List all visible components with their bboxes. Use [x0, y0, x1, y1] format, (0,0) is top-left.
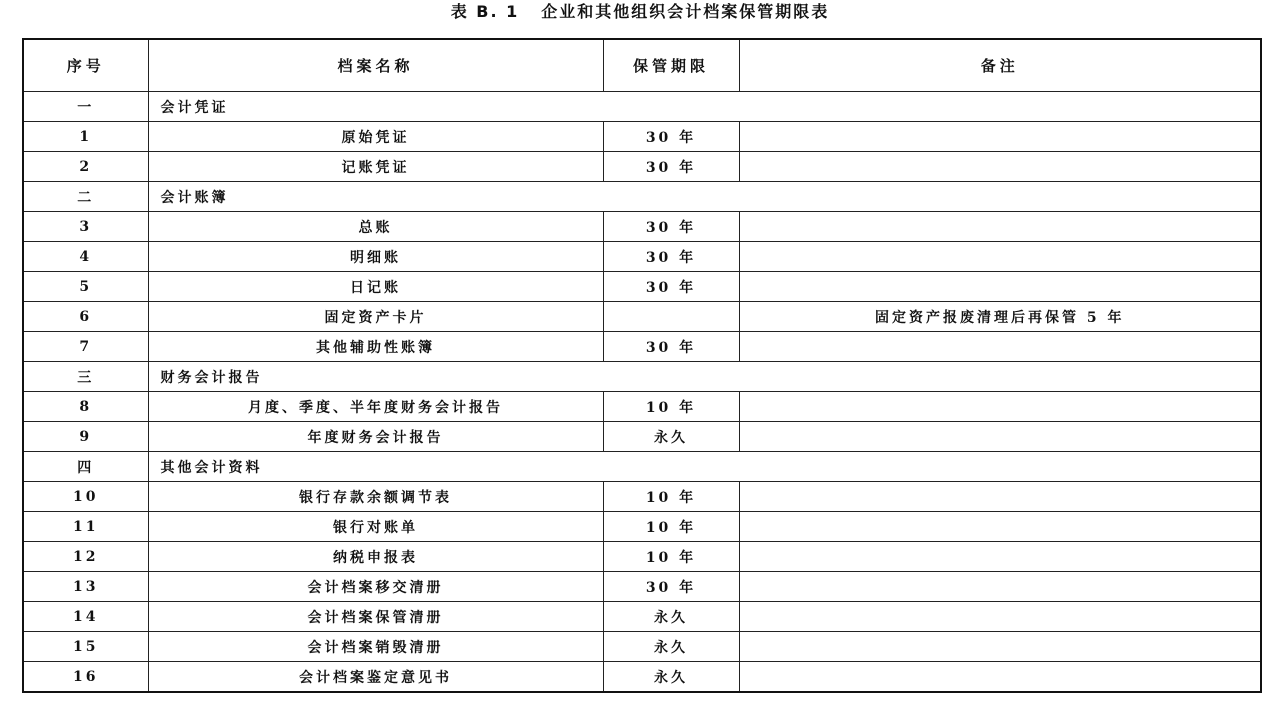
- retention-period: 永久: [603, 662, 739, 693]
- table-title: 企业和其他组织会计档案保管期限表: [541, 2, 830, 21]
- section-title: 其他会计资料: [148, 452, 1261, 482]
- table-row: [23, 122, 1261, 152]
- table-row: [23, 392, 1261, 422]
- table-row: [23, 302, 1261, 332]
- retention-period: 10 年: [603, 482, 739, 512]
- table-row: [23, 572, 1261, 602]
- archive-name: 银行存款余额调节表: [148, 482, 603, 512]
- header-name: 档案名称: [148, 39, 603, 92]
- row-number: 12: [23, 542, 148, 572]
- table-row: [23, 662, 1261, 693]
- row-number: 6: [23, 302, 148, 332]
- remark: [739, 212, 1261, 242]
- table-row: [23, 632, 1261, 662]
- retention-period: 永久: [603, 422, 739, 452]
- retention-period: 30 年: [603, 332, 739, 362]
- row-number: 14: [23, 602, 148, 632]
- header-note: 备注: [739, 39, 1261, 92]
- retention-period: 30 年: [603, 122, 739, 152]
- retention-period: 10 年: [603, 542, 739, 572]
- row-number: 11: [23, 512, 148, 542]
- remark: [739, 152, 1261, 182]
- retention-period: 30 年: [603, 152, 739, 182]
- archive-name: 日记账: [148, 272, 603, 302]
- retention-period: 30 年: [603, 242, 739, 272]
- table-row: [23, 242, 1261, 272]
- header-period: 保管期限: [603, 39, 739, 92]
- row-number: 15: [23, 632, 148, 662]
- archive-name: 总账: [148, 212, 603, 242]
- retention-period: 30 年: [603, 272, 739, 302]
- remark: [739, 512, 1261, 542]
- archive-name: 纳税申报表: [148, 542, 603, 572]
- table-row: [23, 422, 1261, 452]
- row-number: 2: [23, 152, 148, 182]
- section-row: [23, 92, 1261, 122]
- row-number: 3: [23, 212, 148, 242]
- retention-period: 30 年: [603, 572, 739, 602]
- table-caption: [0, 0, 1280, 26]
- retention-period: 30 年: [603, 212, 739, 242]
- remark: [739, 242, 1261, 272]
- section-title: 会计凭证: [148, 92, 1261, 122]
- retention-period: 永久: [603, 602, 739, 632]
- remark: [739, 422, 1261, 452]
- section-number: 三: [23, 362, 148, 392]
- section-row: [23, 362, 1261, 392]
- row-number: 4: [23, 242, 148, 272]
- table-row: [23, 272, 1261, 302]
- archive-name: 银行对账单: [148, 512, 603, 542]
- archive-name: 原始凭证: [148, 122, 603, 152]
- archive-name: 会计档案保管清册: [148, 602, 603, 632]
- table-body: [23, 92, 1261, 693]
- archive-name: 记账凭证: [148, 152, 603, 182]
- row-number: 5: [23, 272, 148, 302]
- archive-name: 会计档案鉴定意见书: [148, 662, 603, 693]
- table-row: [23, 332, 1261, 362]
- row-number: 9: [23, 422, 148, 452]
- row-number: 13: [23, 572, 148, 602]
- remark: [739, 662, 1261, 693]
- archive-name: 月度、季度、半年度财务会计报告: [148, 392, 603, 422]
- retention-period: 10 年: [603, 512, 739, 542]
- archive-name: 会计档案移交清册: [148, 572, 603, 602]
- retention-period: 10 年: [603, 392, 739, 422]
- table-number: 表 B. 1: [450, 2, 520, 21]
- header-row: [23, 39, 1261, 92]
- section-row: [23, 182, 1261, 212]
- table-row: [23, 542, 1261, 572]
- section-number: 四: [23, 452, 148, 482]
- section-row: [23, 452, 1261, 482]
- retention-period-table: [22, 38, 1262, 693]
- table-row: [23, 602, 1261, 632]
- section-number: 一: [23, 92, 148, 122]
- row-number: 10: [23, 482, 148, 512]
- retention-period: [603, 302, 739, 332]
- remark: [739, 602, 1261, 632]
- header-no: 序号: [23, 39, 148, 92]
- section-title: 财务会计报告: [148, 362, 1261, 392]
- archive-name: 明细账: [148, 242, 603, 272]
- remark: [739, 542, 1261, 572]
- table-row: [23, 212, 1261, 242]
- remark: [739, 272, 1261, 302]
- section-title: 会计账簿: [148, 182, 1261, 212]
- archive-name: 会计档案销毁清册: [148, 632, 603, 662]
- row-number: 1: [23, 122, 148, 152]
- section-number: 二: [23, 182, 148, 212]
- remark: [739, 482, 1261, 512]
- remark: [739, 392, 1261, 422]
- archive-name: 其他辅助性账簿: [148, 332, 603, 362]
- remark: [739, 332, 1261, 362]
- remark: [739, 572, 1261, 602]
- remark: 固定资产报废清理后再保管 5 年: [739, 302, 1261, 332]
- archive-name: 固定资产卡片: [148, 302, 603, 332]
- archive-name: 年度财务会计报告: [148, 422, 603, 452]
- row-number: 16: [23, 662, 148, 693]
- table-row: [23, 482, 1261, 512]
- remark: [739, 122, 1261, 152]
- table-row: [23, 512, 1261, 542]
- row-number: 8: [23, 392, 148, 422]
- row-number: 7: [23, 332, 148, 362]
- remark: [739, 632, 1261, 662]
- retention-period: 永久: [603, 632, 739, 662]
- table-row: [23, 152, 1261, 182]
